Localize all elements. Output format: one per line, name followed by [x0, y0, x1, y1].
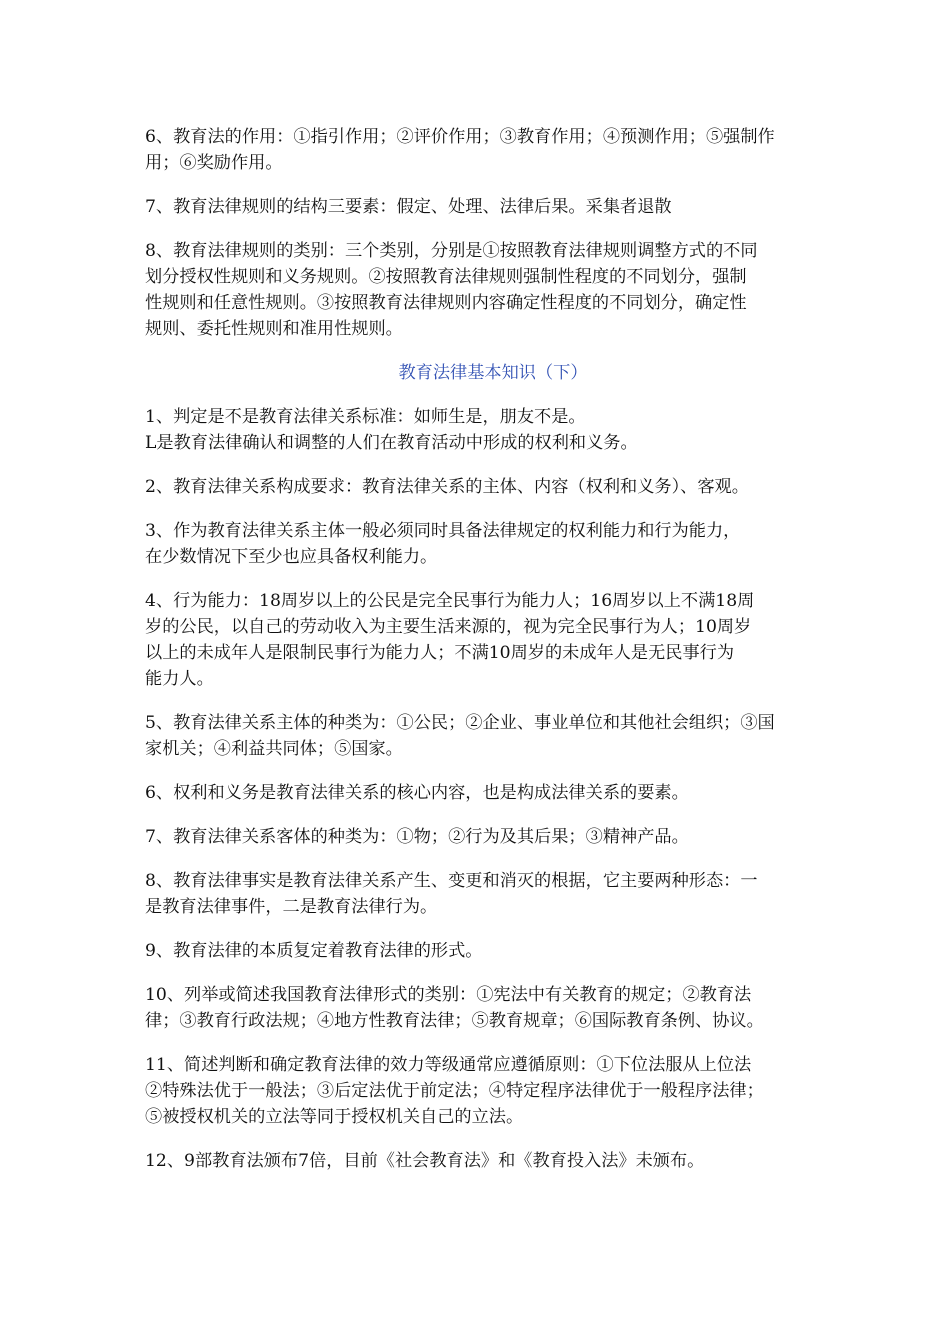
paragraph — [145, 780, 811, 806]
paragraph — [145, 194, 811, 220]
paragraph — [145, 1148, 811, 1174]
paragraph — [145, 938, 811, 964]
paragraph-line: 11、简述判断和确定教育法律的效力等级通常应遵循原则：①下位法服从上位法 — [145, 1055, 752, 1075]
paragraph — [145, 982, 811, 1034]
section-part-1 — [145, 124, 811, 342]
paragraph-line: 10、列举或简述我国教育法律形式的类别：①宪法中有关教育的规定；②教育法 — [145, 985, 752, 1005]
paragraph-line: 8、教育法律事实是教育法律关系产生、变更和消灭的根据，它主要两种形态：一 — [145, 871, 758, 891]
paragraph — [145, 404, 811, 456]
paragraph-line: 是教育法律事件，二是教育法律行为。 — [145, 897, 438, 917]
paragraph-line: ②特殊法优于一般法；③后定法优于前定法；④特定程序法律优于一般程序法律； — [145, 1081, 764, 1101]
paragraph-line: 划分授权性规则和义务规则。②按照教育法律规则强制性程度的不同划分，强制 — [145, 267, 747, 287]
paragraph-line: 用；⑥奖励作用。 — [145, 153, 283, 173]
paragraph-line: 7、教育法律规则的结构三要素：假定、处理、法律后果。采集者退散 — [145, 197, 672, 217]
document-page — [145, 124, 811, 1192]
paragraph — [145, 124, 811, 176]
paragraph-line: 8、教育法律规则的类别：三个类别，分别是①按照教育法律规则调整方式的不同 — [145, 241, 758, 261]
paragraph-line: 规则、委托性规则和准用性规则。 — [145, 319, 403, 339]
paragraph-line: 5、教育法律关系主体的种类为：①公民；②企业、事业单位和其他社会组织；③国 — [145, 713, 775, 733]
paragraph-line: 7、教育法律关系客体的种类为：①物；②行为及其后果；③精神产品。 — [145, 827, 689, 847]
paragraph-line: 家机关；④利益共同体；⑤国家。 — [145, 739, 403, 759]
paragraph — [145, 238, 811, 342]
paragraph-line: 以上的未成年人是限制民事行为能力人；不满10周岁的未成年人是无民事行为 — [145, 643, 735, 663]
paragraph — [145, 474, 811, 500]
section-heading: 教育法律基本知识（下） — [398, 363, 588, 383]
paragraph-line: 6、权利和义务是教育法律关系的核心内容，也是构成法律关系的要素。 — [145, 783, 689, 803]
paragraph-line: 能力人。 — [145, 669, 214, 689]
paragraph — [145, 518, 811, 570]
paragraph-line: 性规则和任意性规则。③按照教育法律规则内容确定性程度的不同划分，确定性 — [145, 293, 747, 313]
paragraph-line: ⑤被授权机关的立法等同于授权机关自己的立法。 — [145, 1107, 524, 1127]
paragraph — [145, 868, 811, 920]
paragraph-line: 2、教育法律关系构成要求：教育法律关系的主体、内容（权利和义务）、客观。 — [145, 477, 749, 497]
paragraph-line: 9、教育法律的本质复定着教育法律的形式。 — [145, 941, 483, 961]
paragraph — [145, 588, 811, 692]
paragraph-line: 12、9部教育法颁布7倍，目前《社会教育法》和《教育投入法》未颁布。 — [145, 1151, 705, 1171]
paragraph-line: 3、作为教育法律关系主体一般必须同时具备法律规定的权利能力和行为能力， — [145, 521, 741, 541]
paragraph-line: 律；③教育行政法规；④地方性教育法律；⑤教育规章；⑥国际教育条例、协议。 — [145, 1011, 764, 1031]
paragraph-line: 在少数情况下至少也应具备权利能力。 — [145, 547, 438, 567]
section-part-2 — [145, 404, 811, 1174]
paragraph-line: L是教育法律确认和调整的人们在教育活动中形成的权利和义务。 — [145, 433, 638, 453]
paragraph — [145, 710, 811, 762]
paragraph-line: 4、行为能力：18周岁以上的公民是完全民事行为能力人；16周岁以上不满18周 — [145, 591, 755, 611]
paragraph-line: 6、教育法的作用：①指引作用；②评价作用；③教育作用；④预测作用；⑤强制作 — [145, 127, 775, 147]
paragraph-line: 1、判定是不是教育法律关系标准：如师生是，朋友不是。 — [145, 407, 586, 427]
paragraph-line: 岁的公民，以自己的劳动收入为主要生活来源的，视为完全民事行为人；10周岁 — [145, 617, 752, 637]
paragraph — [145, 1052, 811, 1130]
paragraph — [145, 824, 811, 850]
